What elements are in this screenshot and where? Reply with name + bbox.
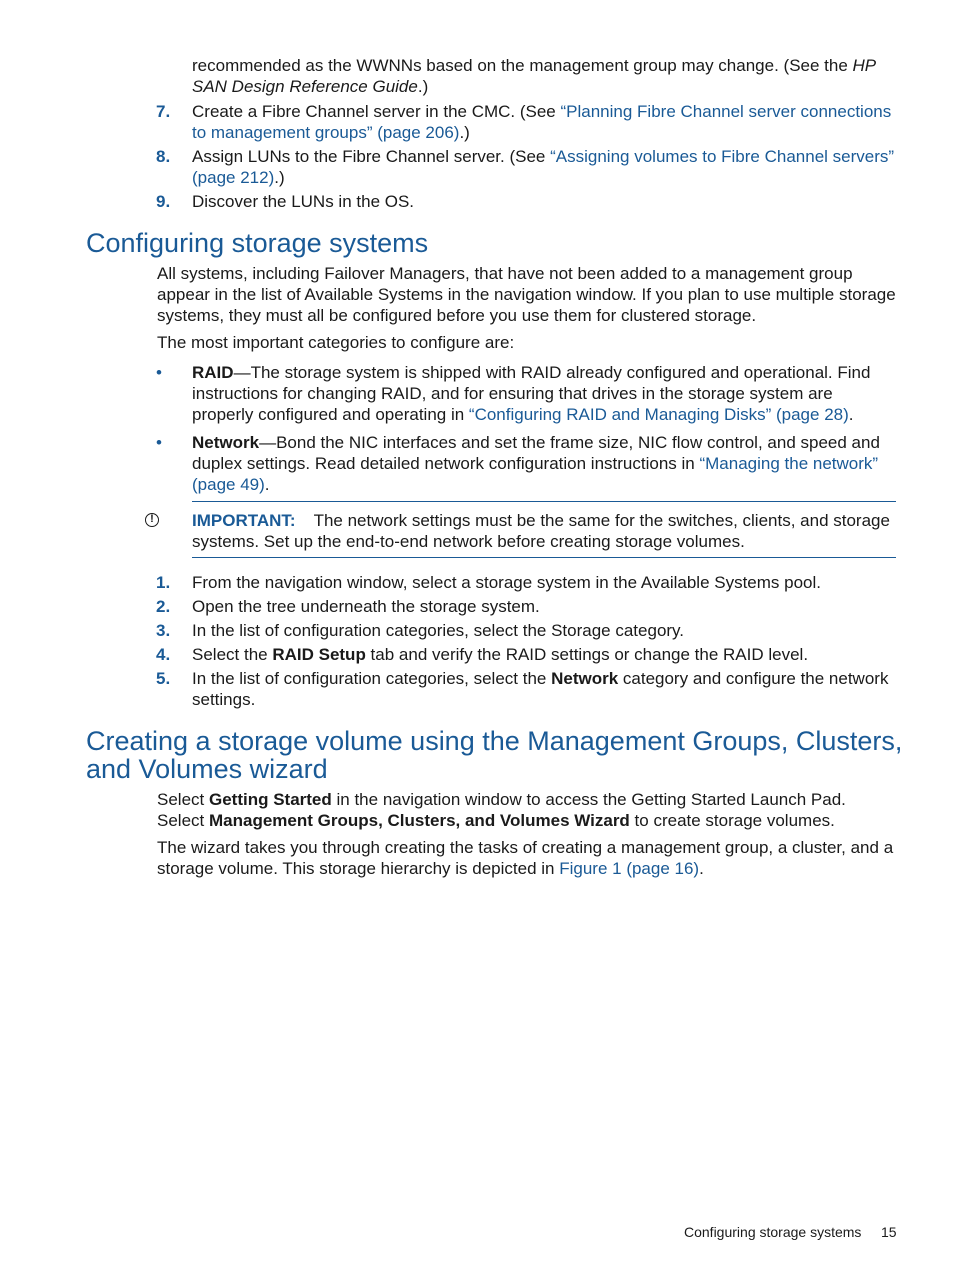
section2-paragraph-2: The wizard takes you through creating the tasks of creating a management group, a cluster, and a storage volume. This storage hierarchy is depicted in Figure 1 (page 16). <box>157 838 894 878</box>
step-number: 8. <box>156 147 171 166</box>
step-number: 5. <box>156 669 171 688</box>
footer-section-title: Configuring storage systems <box>684 1224 862 1240</box>
step-4: Select the RAID Setup tab and verify the RAID settings or change the RAID level. <box>192 645 809 664</box>
link-assigning-volumes[interactable]: “Assigning volumes to Fibre Channel servers” (page 212) <box>192 147 895 187</box>
bullet-raid: RAID—The storage system is shipped with RAID already configured and operational. Find instructions for changing RAID, and for ensuring that drives in the storage system are properly configured and operating in “Configuring RAID and Managing Disks” (page 28). <box>192 363 871 424</box>
continuation-paragraph: recommended as the WWNNs based on the management group may change. (See the HP SAN Design Reference Guide.) <box>192 56 876 96</box>
section2-paragraph-1: Select Getting Started in the navigation window to access the Getting Started Launch Pad. Select Management Groups, Clusters, and Volumes Wizard to create storage volumes. <box>157 790 846 830</box>
bullet-network: Network—Bond the NIC interfaces and set the frame size, NIC flow control, and speed and duplex settings. Read detailed network configuration instructions in “Managing the network” (page 49). <box>192 433 880 494</box>
step-number: 4. <box>156 645 171 664</box>
section1-intro: All systems, including Failover Managers, that have not been added to a management group appear in the list of Available Systems in the navigation window. If you plan to use multiple storage systems, they must all be configured before you use them for clustered storage. <box>157 264 896 325</box>
step-number: 1. <box>156 573 171 592</box>
step-5: In the list of configuration categories, select the Network category and configure the network settings. <box>192 669 889 709</box>
step-2: Open the tree underneath the storage system. <box>192 597 540 616</box>
link-figure-1[interactable]: Figure 1 (page 16) <box>559 859 700 878</box>
bullet-marker: • <box>156 433 162 452</box>
note-top-rule <box>192 501 896 502</box>
link-planning-fc-connections[interactable]: “Planning Fibre Channel server connections to management groups” (page 206) <box>192 102 892 142</box>
important-note: IMPORTANT: The network settings must be the same for the switches, clients, and storage systems. Set up the end-to-end network before creating storage volumes. <box>192 511 890 551</box>
link-configuring-raid[interactable]: “Configuring RAID and Managing Disks” (page 28) <box>468 405 849 424</box>
footer-page-number: 15 <box>881 1224 897 1240</box>
step-1: From the navigation window, select a storage system in the Available Systems pool. <box>192 573 822 592</box>
section-heading-configuring: Configuring storage systems <box>86 228 429 258</box>
link-managing-network[interactable]: “Managing the network” (page 49) <box>192 454 879 494</box>
section-heading-creating-volume: Creating a storage volume using the Management Groups, Clusters, and Volumes wizard <box>86 726 903 784</box>
note-bottom-rule <box>192 557 896 558</box>
step-number: 7. <box>156 102 171 121</box>
step-number: 9. <box>156 192 171 211</box>
bullet-marker: • <box>156 363 162 382</box>
exclamation-circle-icon: ! <box>145 513 159 527</box>
step-3: In the list of configuration categories, select the Storage category. <box>192 621 685 640</box>
step-8: Assign LUNs to the Fibre Channel server. (See “Assigning volumes to Fibre Channel servers” (page 212).) <box>192 147 895 187</box>
step-number: 3. <box>156 621 171 640</box>
step-number: 2. <box>156 597 171 616</box>
step-9: Discover the LUNs in the OS. <box>192 192 415 211</box>
reference-guide-title: HP SAN Design Reference Guide <box>192 56 876 96</box>
step-7: Create a Fibre Channel server in the CMC. (See “Planning Fibre Channel server connections to management groups” (page 206).) <box>192 102 892 142</box>
categories-intro: The most important categories to configure are: <box>157 333 515 352</box>
